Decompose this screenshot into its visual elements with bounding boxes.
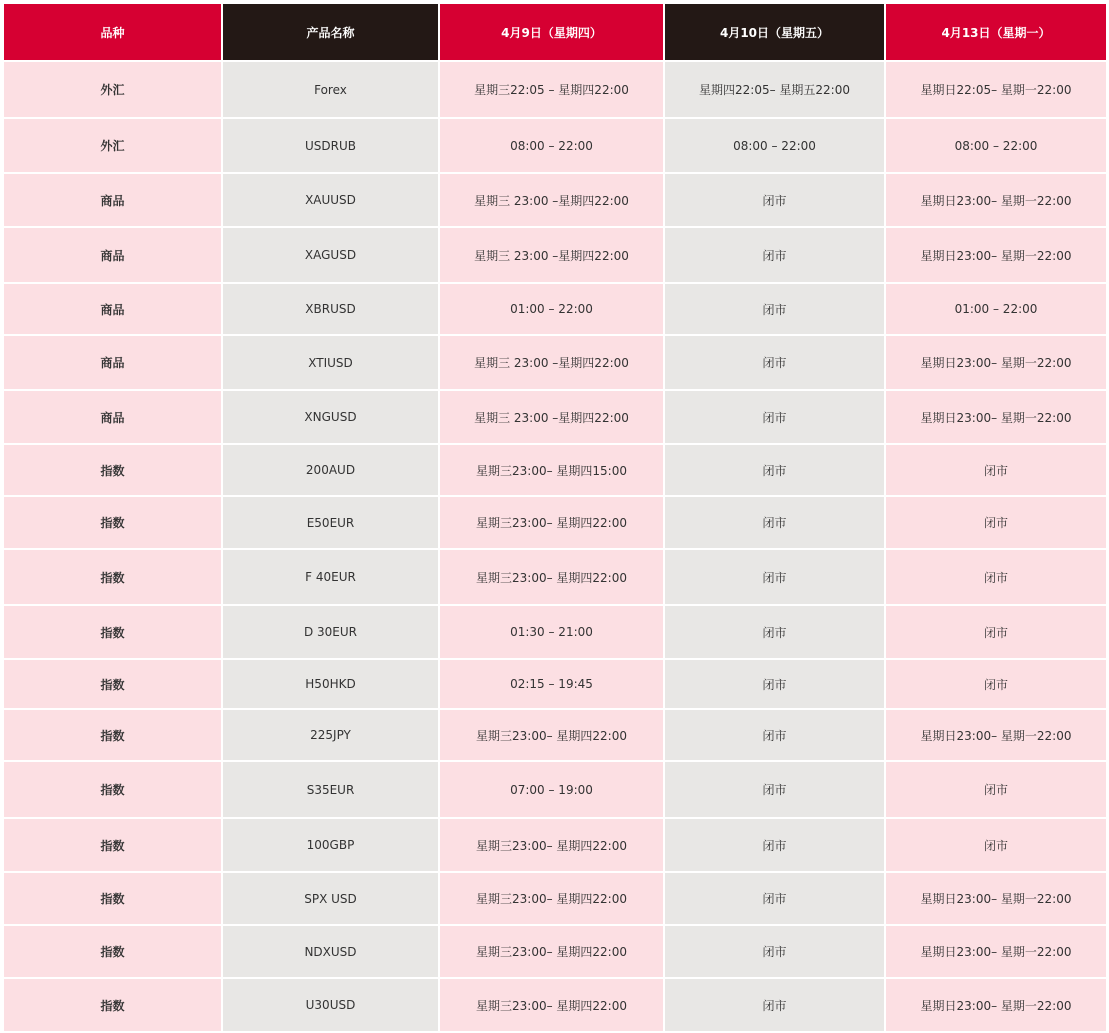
category-cell: 指数 [4, 710, 221, 760]
table-row [4, 762, 1106, 817]
apr13-hours-cell: 闭市 [886, 762, 1106, 817]
apr9-hours-cell: 星期三23:00– 星期四15:00 [440, 445, 663, 495]
product-name-cell: Forex [223, 62, 438, 117]
table-row [4, 550, 1106, 604]
header-apr10: 4月10日（星期五） [665, 4, 884, 60]
apr10-hours-cell: 08:00 – 22:00 [665, 119, 884, 172]
table-row [4, 336, 1106, 389]
category-cell: 指数 [4, 819, 221, 871]
apr9-hours-cell: 02:15 – 19:45 [440, 660, 663, 708]
apr9-hours-cell: 01:00 – 22:00 [440, 284, 663, 334]
category-cell: 指数 [4, 497, 221, 548]
category-cell: 指数 [4, 550, 221, 604]
category-cell: 指数 [4, 762, 221, 817]
apr10-hours-cell: 闭市 [665, 174, 884, 226]
apr13-hours-cell: 星期日23:00– 星期一22:00 [886, 979, 1106, 1031]
product-name-cell: D 30EUR [223, 606, 438, 658]
category-cell: 指数 [4, 660, 221, 708]
apr10-hours-cell: 闭市 [665, 819, 884, 871]
apr13-hours-cell: 闭市 [886, 606, 1106, 658]
apr10-hours-cell: 闭市 [665, 391, 884, 443]
apr13-hours-cell: 闭市 [886, 445, 1106, 495]
apr10-hours-cell: 星期四22:05– 星期五22:00 [665, 62, 884, 117]
table-row [4, 119, 1106, 172]
apr13-hours-cell: 星期日23:00– 星期一22:00 [886, 391, 1106, 443]
table-header-row [4, 4, 1106, 60]
apr13-hours-cell: 08:00 – 22:00 [886, 119, 1106, 172]
apr13-hours-cell: 闭市 [886, 660, 1106, 708]
apr10-hours-cell: 闭市 [665, 606, 884, 658]
product-name-cell: USDRUB [223, 119, 438, 172]
apr13-hours-cell: 闭市 [886, 550, 1106, 604]
apr9-hours-cell: 星期三 23:00 –星期四22:00 [440, 228, 663, 282]
apr10-hours-cell: 闭市 [665, 926, 884, 977]
apr9-hours-cell: 星期三23:00– 星期四22:00 [440, 873, 663, 924]
category-cell: 指数 [4, 873, 221, 924]
table-row [4, 979, 1106, 1031]
header-apr13: 4月13日（星期一） [886, 4, 1106, 60]
product-name-cell: U30USD [223, 979, 438, 1031]
apr13-hours-cell: 星期日22:05– 星期一22:00 [886, 62, 1106, 117]
apr10-hours-cell: 闭市 [665, 660, 884, 708]
product-name-cell: XAGUSD [223, 228, 438, 282]
category-cell: 指数 [4, 445, 221, 495]
apr10-hours-cell: 闭市 [665, 550, 884, 604]
table-row [4, 62, 1106, 117]
apr9-hours-cell: 星期三23:00– 星期四22:00 [440, 979, 663, 1031]
apr9-hours-cell: 01:30 – 21:00 [440, 606, 663, 658]
apr13-hours-cell: 01:00 – 22:00 [886, 284, 1106, 334]
product-name-cell: H50HKD [223, 660, 438, 708]
apr10-hours-cell: 闭市 [665, 497, 884, 548]
trading-hours-table [2, 2, 1108, 1033]
table-row [4, 284, 1106, 334]
category-cell: 外汇 [4, 62, 221, 117]
apr9-hours-cell: 星期三23:00– 星期四22:00 [440, 926, 663, 977]
product-name-cell: S35EUR [223, 762, 438, 817]
product-name-cell: SPX USD [223, 873, 438, 924]
category-cell: 商品 [4, 336, 221, 389]
apr13-hours-cell: 闭市 [886, 497, 1106, 548]
product-name-cell: XTIUSD [223, 336, 438, 389]
apr10-hours-cell: 闭市 [665, 762, 884, 817]
product-name-cell: 200AUD [223, 445, 438, 495]
apr9-hours-cell: 08:00 – 22:00 [440, 119, 663, 172]
category-cell: 指数 [4, 606, 221, 658]
table-body [4, 62, 1106, 1031]
apr10-hours-cell: 闭市 [665, 284, 884, 334]
apr9-hours-cell: 星期三23:00– 星期四22:00 [440, 710, 663, 760]
product-name-cell: XBRUSD [223, 284, 438, 334]
category-cell: 指数 [4, 926, 221, 977]
product-name-cell: 225JPY [223, 710, 438, 760]
apr10-hours-cell: 闭市 [665, 228, 884, 282]
category-cell: 指数 [4, 979, 221, 1031]
table-row [4, 391, 1106, 443]
apr13-hours-cell: 星期日23:00– 星期一22:00 [886, 873, 1106, 924]
apr9-hours-cell: 星期三22:05 – 星期四22:00 [440, 62, 663, 117]
product-name-cell: 100GBP [223, 819, 438, 871]
apr13-hours-cell: 星期日23:00– 星期一22:00 [886, 228, 1106, 282]
table-row [4, 710, 1106, 760]
apr13-hours-cell: 星期日23:00– 星期一22:00 [886, 336, 1106, 389]
table-row [4, 445, 1106, 495]
category-cell: 外汇 [4, 119, 221, 172]
apr10-hours-cell: 闭市 [665, 979, 884, 1031]
apr9-hours-cell: 星期三 23:00 –星期四22:00 [440, 174, 663, 226]
header-apr9: 4月9日（星期四） [440, 4, 663, 60]
apr9-hours-cell: 星期三23:00– 星期四22:00 [440, 497, 663, 548]
apr10-hours-cell: 闭市 [665, 445, 884, 495]
header-category: 品种 [4, 4, 221, 60]
product-name-cell: XAUUSD [223, 174, 438, 226]
apr9-hours-cell: 07:00 – 19:00 [440, 762, 663, 817]
category-cell: 商品 [4, 228, 221, 282]
apr10-hours-cell: 闭市 [665, 710, 884, 760]
apr10-hours-cell: 闭市 [665, 336, 884, 389]
apr9-hours-cell: 星期三 23:00 –星期四22:00 [440, 336, 663, 389]
category-cell: 商品 [4, 174, 221, 226]
header-product-name: 产品名称 [223, 4, 438, 60]
category-cell: 商品 [4, 284, 221, 334]
product-name-cell: E50EUR [223, 497, 438, 548]
apr9-hours-cell: 星期三 23:00 –星期四22:00 [440, 391, 663, 443]
table-row [4, 497, 1106, 548]
category-cell: 商品 [4, 391, 221, 443]
table-row [4, 819, 1106, 871]
apr9-hours-cell: 星期三23:00– 星期四22:00 [440, 550, 663, 604]
table-row [4, 873, 1106, 924]
product-name-cell: XNGUSD [223, 391, 438, 443]
table-row [4, 606, 1106, 658]
apr13-hours-cell: 星期日23:00– 星期一22:00 [886, 926, 1106, 977]
table-row [4, 660, 1106, 708]
table-row [4, 926, 1106, 977]
product-name-cell: NDXUSD [223, 926, 438, 977]
apr13-hours-cell: 星期日23:00– 星期一22:00 [886, 174, 1106, 226]
apr10-hours-cell: 闭市 [665, 873, 884, 924]
apr13-hours-cell: 闭市 [886, 819, 1106, 871]
product-name-cell: F 40EUR [223, 550, 438, 604]
table-row [4, 228, 1106, 282]
apr13-hours-cell: 星期日23:00– 星期一22:00 [886, 710, 1106, 760]
table-row [4, 174, 1106, 226]
apr9-hours-cell: 星期三23:00– 星期四22:00 [440, 819, 663, 871]
